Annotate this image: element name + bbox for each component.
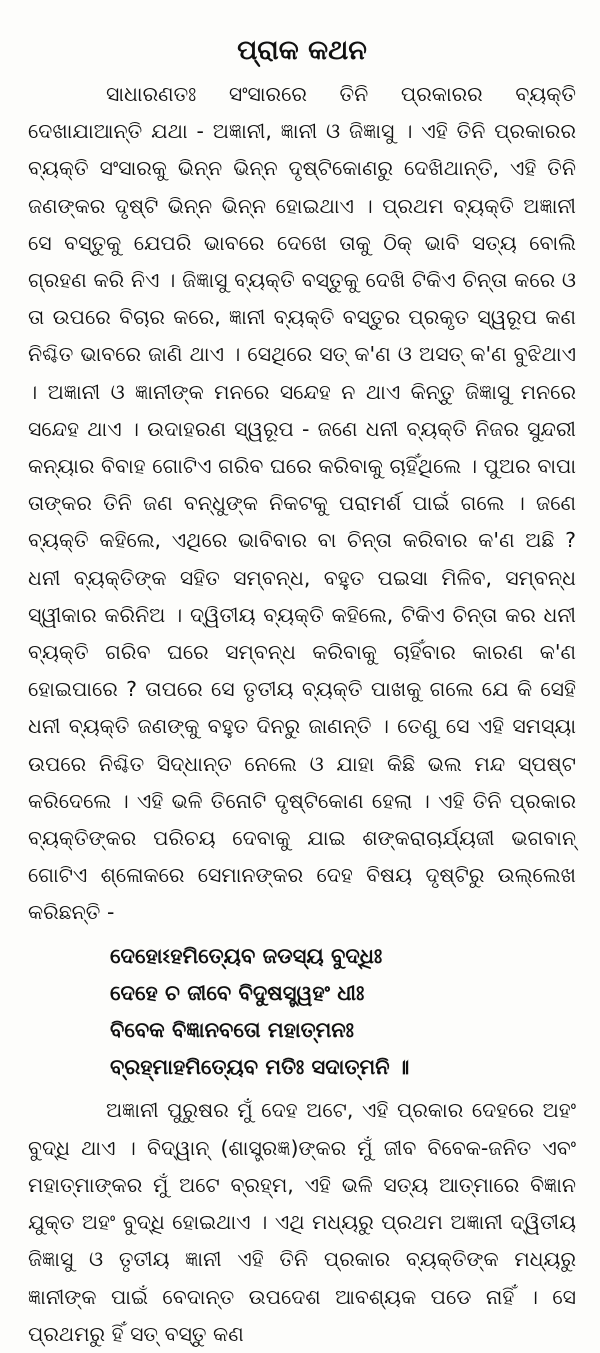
intro-paragraph: ସାଧାରଣତଃ ସଂସାରରେ ତିନି ପ୍ରକାରର ବ୍ୟକ୍ତି ଦେଖାଯାଆନ୍ତି ଯଥା - ଅଜ୍ଞାନୀ, ଜ୍ଞାନୀ ଓ ଜିଜ୍ଞାସୁ । ଏହି ତିନି ପ୍ରକାରର ବ୍ୟକ୍ତି ସଂସାରକୁ ଭିନ୍ନ ଭିନ୍ନ ଦୃଷ୍ଟିକୋଣରୁ ଦେଖିଥାନ୍ତି, ଏହି ତିନି ଜଣଙ୍କର ଦୃଷ୍ଟି ଭିନ୍ନ ଭିନ୍ନ ହୋଇଥାଏ । ପ୍ରଥମ ବ୍ୟକ୍ତି ଅଜ୍ଞାନୀ ସେ ବସ୍ତୁକୁ ଯେପରି ଭାବରେ ଦେଖେ ତାକୁ ଠିକ୍ ଭାବି ସତ୍ୟ ବୋଲି ଗ୍ରହଣ କରି ନିଏ । ଜିଜ୍ଞାସୁ ବ୍ୟକ୍ତି ବସ୍ତୁକୁ ଦେଖି ଟିକିଏ ଚିନ୍ତା କରେ ଓ ତା ଉପରେ ବିଚାର କରେ, ଜ୍ଞାନୀ ବ୍ୟକ୍ତି ବସ୍ତୁର ପ୍ରକୃତ ସ୍ୱରୂପ କଣ ନିଶ୍ଚିତ ଭାବରେ ଜାଣି ଥାଏ । ସେଥିରେ ସତ୍ କ'ଣ ଓ ଅସତ୍ କ'ଣ ବୁଝିଥାଏ । ଅଜ୍ଞାନୀ ଓ ଜ୍ଞାନୀଙ୍କ ମନରେ ସନ୍ଦେହ ନ ଥାଏ କିନ୍ତୁ ଜିଜ୍ଞାସୁ ମନରେ ସନ୍ଦେହ ଥାଏ । ଉଦାହରଣ ସ୍ୱରୂପ - ଜଣେ ଧନୀ ବ୍ୟକ୍ତି ନିଜର ସୁନ୍ଦରୀ କନ୍ୟାର ବିବାହ ଗୋଟିଏ ଗରିବ ଘରେ କରିବାକୁ ଚାହିଁଥିଲେ । ପୁଅର ବାପା ତାଙ୍କର ତିନି ଜଣ ବନ୍ଧୁଙ୍କ ନିକଟକୁ ପରାମର୍ଶ ପାଇଁ ଗଲେ । ଜଣେ ବ୍ୟକ୍ତି କହିଲେ, ଏଥିରେ ଭାବିବାର ବା ଚିନ୍ତା କରିବାର କ'ଣ ଅଛି ? ଧନୀ ବ୍ୟକ୍ତିଙ୍କ ସହିତ ସମ୍ବନ୍ଧ, ବହୁତ ପଇସା ମିଳିବ, ସମ୍ବନ୍ଧ ସ୍ୱୀକାର କରିନିଅ । ଦ୍ୱିତୀୟ ବ୍ୟକ୍ତି କହିଲେ, ଟିକିଏ ଚିନ୍ତା କର ଧନୀ ବ୍ୟକ୍ତି ଗରିବ ଘରେ ସମ୍ବନ୍ଧ କରିବାକୁ ଚାହିଁବାର କାରଣ କ'ଣ ହୋଇପାରେ ? ତାପରେ ସେ ତୃତୀୟ ବ୍ୟକ୍ତି ପାଖକୁ ଗଲେ ଯେ କି ସେହି ଧନୀ ବ୍ୟକ୍ତି ଜଣଙ୍କୁ ବହୁତ ଦିନରୁ ଜାଣନ୍ତି । ତେଣୁ ସେ ଏହି ସମସ୍ୟା ଉପରେ ନିଶ୍ଚିତ ସିଦ୍ଧାନ୍ତ ନେଲେ ଓ ଯାହା କିଛି ଭଲ ମନ୍ଦ ସ୍ପଷ୍ଟ କରିଦେଲେ । ଏହି ଭଳି ତିନୋଟି ଦୃଷ୍ଟିକୋଣ ହେଲା । ଏହି ତିନି ପ୍ରକାର ବ୍ୟକ୍ତିଙ୍କର ପରିଚୟ ଦେବାକୁ ଯାଇ ଶଙ୍କରାଚାର୍ଯ୍ୟଜୀ ଭଗବାନ୍ ଗୋଟିଏ ଶ୍ଳୋକରେ ସେମାନଙ୍କର ଦେହ ବିଷୟ ଦୃଷ୍ଟିରୁ ଉଲ୍ଲେଖ କରିଛନ୍ତି - bbox=[28, 82, 576, 925]
sanskrit-verse bbox=[110, 938, 576, 1087]
page-title: ପ୍ରାକ କଥନ bbox=[237, 35, 367, 66]
verse-line: ଦେହେ ଚ ଜୀବେ ବିଦୁଷସ୍ତ୍ୱହଂ ଧୀଃ bbox=[110, 980, 365, 1005]
verse-line: ଦେହୋଽହମିତ୍ୟେବ ଜଡସ୍ୟ ବୁଦ୍ଧିଃ bbox=[110, 943, 383, 968]
verse-line: ବିବେକ ବିଜ୍ଞାନବତୋ ମହାତ୍ମନଃ bbox=[110, 1018, 354, 1043]
explanation-paragraph: ଅଜ୍ଞାନୀ ପୁରୁଷର ମୁଁ ଦେହ ଅଟେ, ଏହି ପ୍ରକାର ଦେହରେ ଅହଂ ବୁଦ୍ଧି ଥାଏ । ବିଦ୍ୱାନ୍ (ଶାସ୍ତ୍ରଜ୍ଞ)ଙ୍କର ମୁଁ ଜୀବ ବିବେକ-ଜନିତ ଏବଂ ମହାତ୍ମାଙ୍କର ମୁଁ ଅଟେ ବ୍ରହ୍ମ, ଏହି ଭଳି ସତ୍ୟ ଆତ୍ମାରେ ବିଜ୍ଞାନ ଯୁକ୍ତ ଅହଂ ବୁଦ୍ଧି ହୋଇଥାଏ । ଏଥି ମଧ୍ୟରୁ ପ୍ରଥମ ଅଜ୍ଞାନୀ ଦ୍ୱିତୀୟ ଜିଜ୍ଞାସୁ ଓ ତୃତୀୟ ଜ୍ଞାନୀ ଏହି ତିନି ପ୍ରକାର ବ୍ୟକ୍ତିଙ୍କ ମଧ୍ୟରୁ ଜ୍ଞାନୀଙ୍କ ପାଇଁ ବେଦାନ୍ତ ଉପଦେଶ ଆବଶ୍ୟକ ପଡେ ନାହିଁ । ସେ ପ୍ରଥମରୁ ହିଁ ସତ୍ ବସ୍ତୁ କଣ bbox=[28, 1098, 576, 1346]
verse-line: ବ୍ରହ୍ମାହମିତ୍ୟେବ ମତିଃ ସଦାତ୍ମନି ॥ bbox=[110, 1055, 410, 1080]
